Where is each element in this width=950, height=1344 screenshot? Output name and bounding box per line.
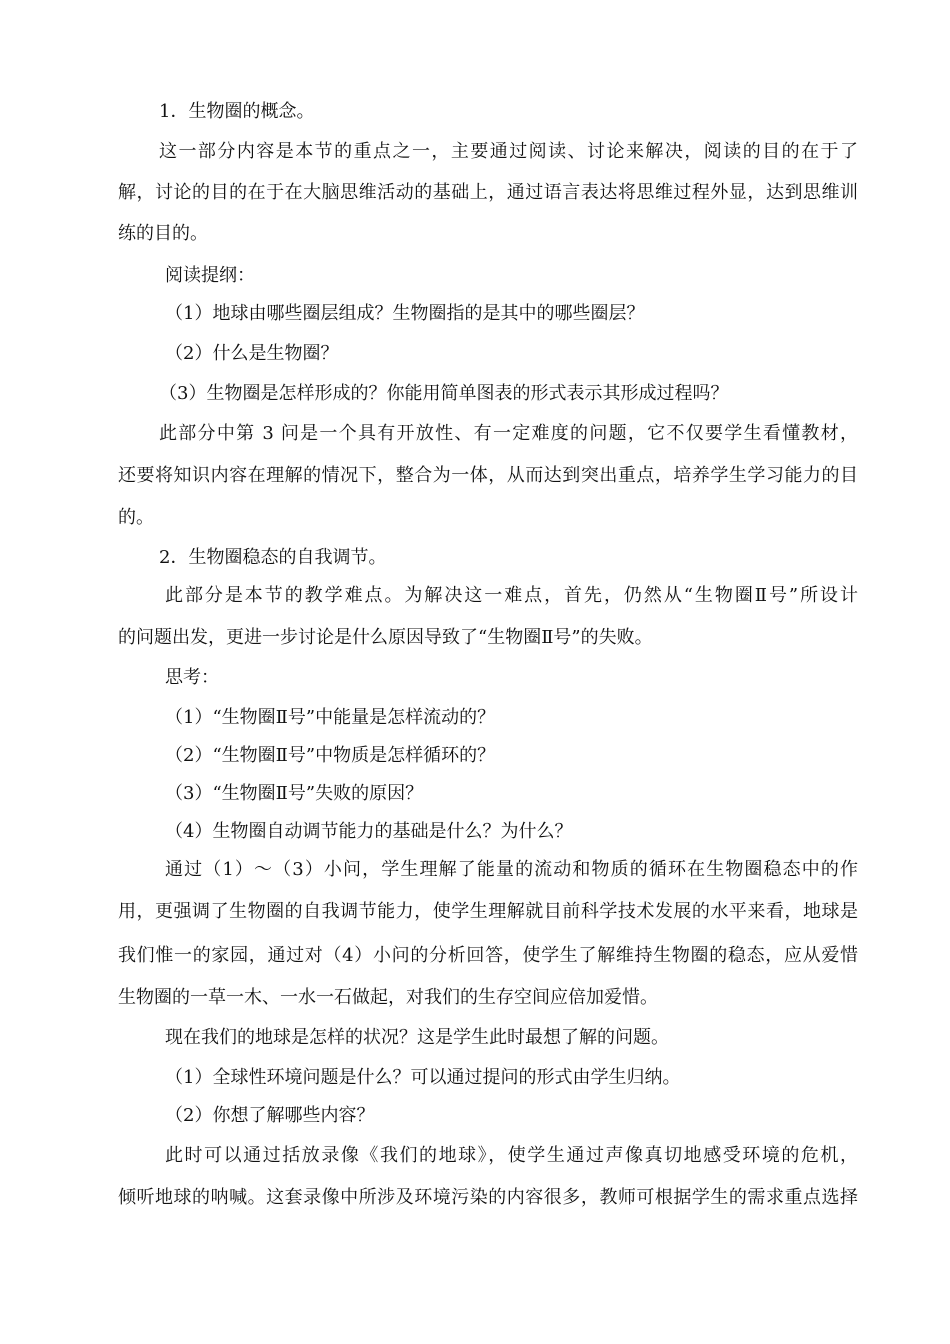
thinking-question: （2）“生物圈Ⅱ号”中物质是怎样循环的？ — [165, 745, 496, 766]
paragraph-line: 倾听地球的呐喊。这套录像中所涉及环境污染的内容很多，教师可根据学生的需求重点选择 — [118, 1187, 858, 1208]
paragraph-line: 此部分中第 3 问是一个具有开放性、有一定难度的问题，它不仅要学生看懂教材， — [159, 423, 858, 444]
thinking-question: （4）生物圈自动调节能力的基础是什么？为什么？ — [165, 821, 573, 842]
outline-question: （2）什么是生物圈？ — [165, 343, 339, 364]
paragraph-line: 用，更强调了生物圈的自我调节能力，使学生理解就目前科学技术发展的水平来看，地球是 — [118, 901, 858, 922]
heading-biosphere-concept: 1．生物圈的概念。 — [159, 101, 315, 122]
outline-question: （3）生物圈是怎样形成的？你能用简单图表的形式表示其形成过程吗？ — [159, 383, 729, 404]
question-item: （1）全球性环境问题是什么？可以通过提问的形式由学生归纳。 — [165, 1067, 681, 1088]
reading-outline-label: 阅读提纲： — [165, 265, 255, 286]
paragraph-line: 通过（1）～（3）小问，学生理解了能量的流动和物质的循环在生物圈稳态中的作 — [165, 859, 858, 880]
paragraph-line: 我们惟一的家园，通过对（4）小问的分析回答，使学生了解维持生物圈的稳态，应从爱惜 — [118, 945, 858, 966]
paragraph-line: 解，讨论的目的在于在大脑思维活动的基础上，通过语言表达将思维过程外显，达到思维训 — [118, 182, 858, 203]
paragraph-line: 此时可以通过括放录像《我们的地球》，使学生通过声像真切地感受环境的危机， — [165, 1145, 858, 1166]
thinking-question: （3）“生物圈Ⅱ号”失败的原因？ — [165, 783, 424, 804]
paragraph-line: 的。 — [118, 507, 154, 528]
question-item: （2）你想了解哪些内容？ — [165, 1105, 375, 1126]
paragraph-line: 还要将知识内容在理解的情况下，整合为一体，从而达到突出重点，培养学生学习能力的目 — [118, 465, 858, 486]
heading-biosphere-homeostasis: 2．生物圈稳态的自我调节。 — [159, 547, 387, 568]
paragraph-line: 生物圈的一草一木、一水一石做起，对我们的生存空间应倍加爱惜。 — [118, 987, 658, 1008]
thinking-label: 思考： — [165, 667, 219, 688]
paragraph-line: 现在我们的地球是怎样的状况？这是学生此时最想了解的问题。 — [165, 1027, 669, 1048]
paragraph-line: 练的目的。 — [118, 223, 208, 244]
thinking-question: （1）“生物圈Ⅱ号”中能量是怎样流动的？ — [165, 707, 496, 728]
paragraph-line: 此部分是本节的教学难点。为解决这一难点，首先，仍然从“生物圈Ⅱ号”所设计 — [165, 585, 858, 606]
outline-question: （1）地球由哪些圈层组成？生物圈指的是其中的哪些圈层？ — [165, 303, 645, 324]
paragraph-line: 的问题出发，更进一步讨论是什么原因导致了“生物圈Ⅱ号”的失败。 — [118, 627, 653, 648]
paragraph-line: 这一部分内容是本节的重点之一，主要通过阅读、讨论来解决，阅读的目的在于了 — [159, 141, 858, 162]
